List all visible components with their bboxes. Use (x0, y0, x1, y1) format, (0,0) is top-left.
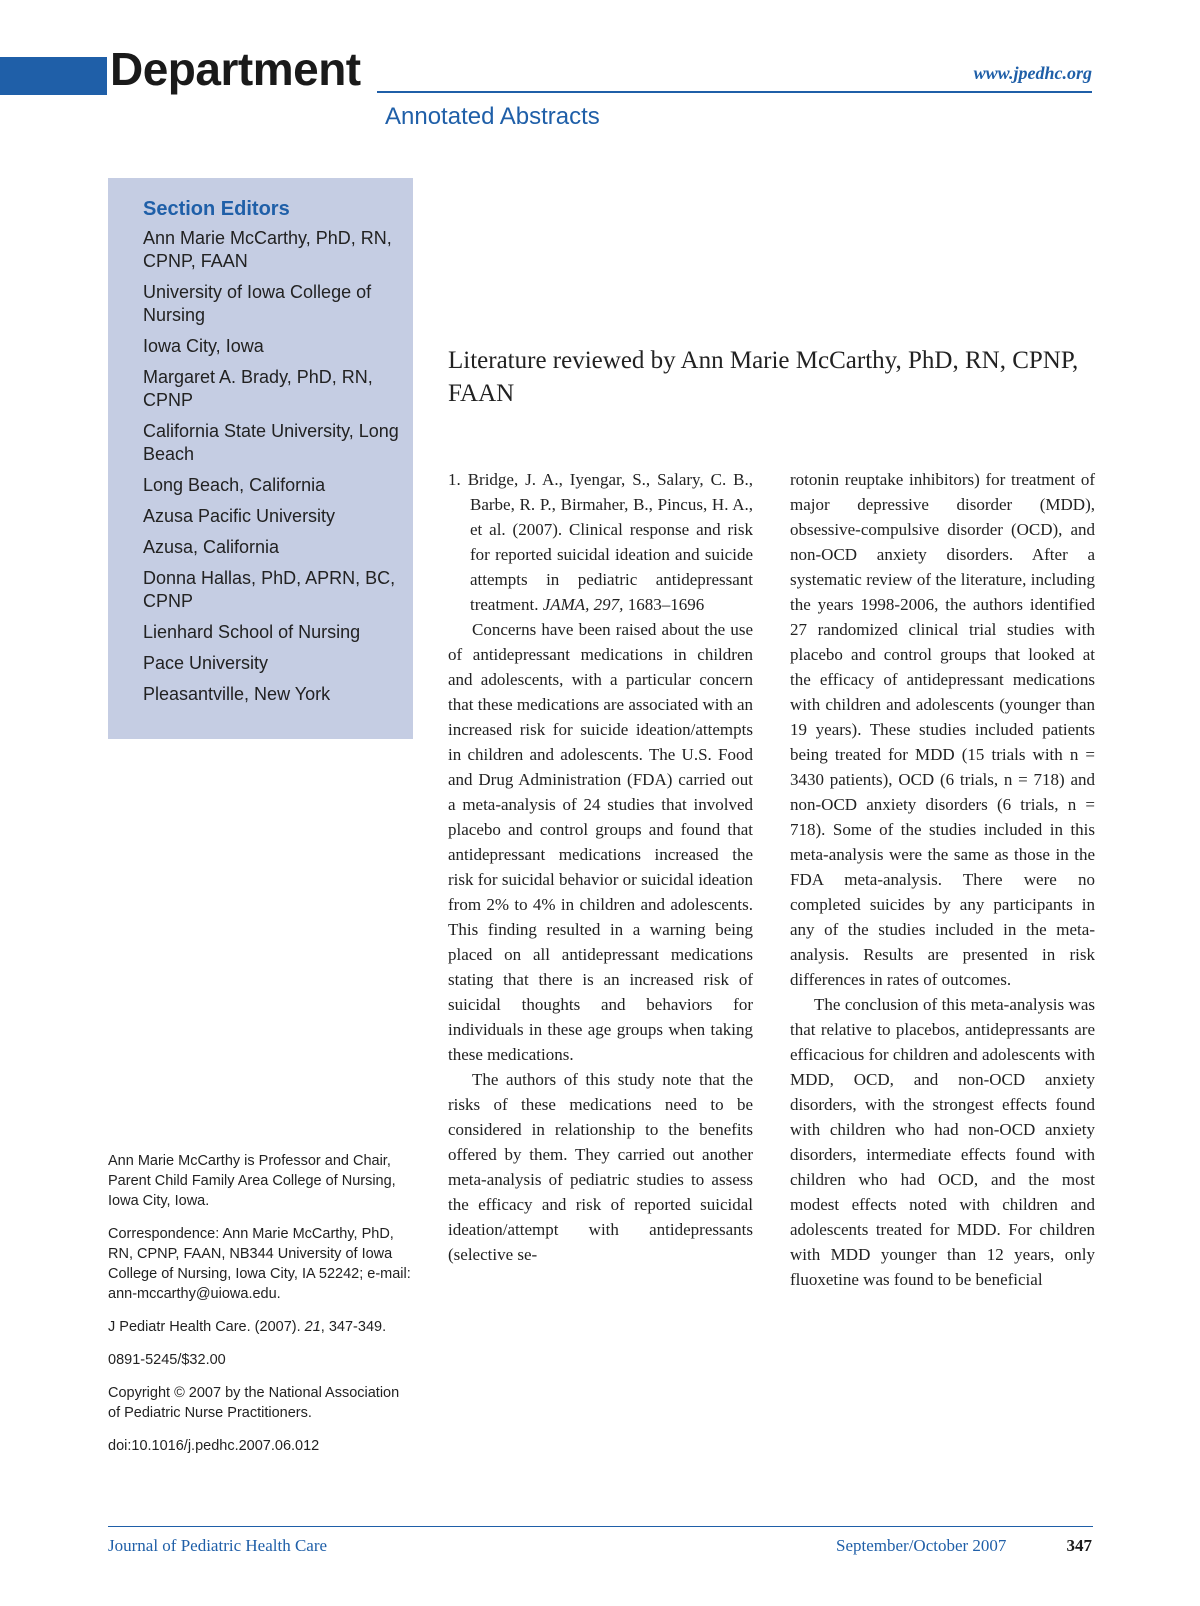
author-notes (108, 1151, 413, 1469)
section-subtitle: Annotated Abstracts (385, 103, 600, 130)
footer-issue-date: September/October 2007 (836, 1536, 1007, 1555)
article-paragraph-continued: rotonin reuptake inhibitors) for treatment of major depressive disorder (MDD), obsessive-compulsive disorder (OCD), and non-OCD anxiety disorders. After a systematic review of the literature, including the years 1998-2006, the authors identified 27 randomized clinical trial studies with placebo and control groups that looked at the efficacy of antidepressant medications with children and adolescents (younger than 19 years). These studies included patients being treated for MDD (15 trials with n = 3430 patients), OCD (6 trials, n = 718) and non-OCD anxiety disorders (6 trials, n = 718). Some of the studies included in this meta-analysis were the same as those in the FDA meta-analysis. There were no completed suicides by any participants in any of the studies included in the meta-analysis. Results are presented in risk differences in rates of outcomes. (790, 470, 1095, 989)
footer-journal-name: Journal of Pediatric Health Care (108, 1536, 328, 1555)
section-editors-heading: Section Editors (143, 198, 290, 220)
copyright: Copyright © 2007 by the National Association of Pediatric Nurse Practitioners. (108, 1385, 400, 1421)
editor-line: Pace University (143, 653, 269, 673)
editor-line: Margaret A. Brady, PhD, RN, CPNP (143, 367, 373, 410)
editor-line: Azusa, California (143, 537, 280, 557)
article-column-1 (448, 467, 753, 1267)
reference-pages: 1683–1696 (623, 595, 705, 614)
issn: 0891-5245/$32.00 (108, 1352, 226, 1368)
header-rule (377, 91, 1092, 93)
reviewed-by-heading: Literature reviewed by Ann Marie McCarthy, PhD, RN, CPNP, FAAN (448, 347, 1079, 407)
editor-line: California State University, Long Beach (143, 421, 399, 464)
page-number: 347 (1066, 1536, 1092, 1555)
citation-volume: 21 (304, 1319, 321, 1335)
article-paragraph: The conclusion of this meta-analysis was that relative to placebos, antidepressants are efficacious for children and adolescents with MDD, OCD, and non-OCD anxiety disorders, with the strongest effects found with children who had non-OCD anxiety disorders, intermediate effects found with children who had OCD, and the most modest effects noted with children and adolescents treated for MDD. For children with MDD younger than 12 years, only fluoxetine was found to be beneficial (790, 995, 1095, 1289)
editor-line: University of Iowa College of Nursing (143, 282, 372, 325)
reference-journal: JAMA, 297, (542, 595, 624, 614)
editor-line: Lienhard School of Nursing (143, 622, 361, 642)
editor-line: Pleasantville, New York (143, 684, 331, 704)
journal-url-link[interactable]: www.jpedhc.org (973, 63, 1092, 83)
footer-rule (108, 1526, 1093, 1527)
reference-text: 1. Bridge, J. A., Iyengar, S., Salary, C. B., Barbe, R. P., Birmaher, B., Pincus, H. A., et al. (2007). Clinical response and risk for reported suicidal ideation and suicide attempts in pediatric antidepressant treatment. (448, 470, 753, 614)
citation-suffix: , 347-349. (320, 1319, 387, 1335)
editor-line: Donna Hallas, PhD, APRN, BC, CPNP (143, 568, 396, 611)
editor-line: Ann Marie McCarthy, PhD, RN, CPNP, FAAN (143, 228, 392, 271)
reference-entry (448, 467, 753, 617)
section-editors-box (108, 178, 413, 739)
header-accent-bar (0, 57, 107, 95)
article-column-2 (790, 467, 1095, 1292)
editor-line: Azusa Pacific University (143, 506, 336, 526)
editor-line: Long Beach, California (143, 475, 326, 495)
citation (108, 1317, 413, 1337)
correspondence: Correspondence: Ann Marie McCarthy, PhD, RN, CPNP, FAAN, NB344 University of Iowa College of Nursing, Iowa City, IA 52242; e-mail: ann-mccarthy@uiowa.edu. (108, 1226, 411, 1302)
citation-prefix: J Pediatr Health Care. (2007). (108, 1319, 305, 1335)
department-title: Department (110, 43, 361, 95)
article-paragraph: The authors of this study note that the risks of these medications need to be considered in relationship to the benefits offered by them. They carried out another meta-analysis of pediatric studies to assess the efficacy and risk of reported suicidal ideation/attempt with antidepressants (selective se- (448, 1070, 753, 1264)
editor-line: Iowa City, Iowa (143, 336, 264, 356)
article-paragraph: Concerns have been raised about the use of antidepressant medications in children and adolescents, with a particular concern that these medications are associated with an increased risk for suicide ideation/attempts in children and adolescents. The U.S. Food and Drug Administration (FDA) carried out a meta-analysis of 24 studies that involved placebo and control groups and found that antidepressant medications increased the risk for suicidal behavior or suicidal ideation from 2% to 4% in children and adolescents. This finding resulted in a warning being placed on all antidepressant medications stating that there is an increased risk of suicidal thoughts and behaviors for individuals in these age groups when taking these medications. (448, 620, 753, 1064)
author-bio: Ann Marie McCarthy is Professor and Chair, Parent Child Family Area College of Nursing, Iowa City, Iowa. (108, 1153, 396, 1209)
doi-link[interactable]: doi:10.1016/j.pedhc.2007.06.012 (108, 1438, 320, 1454)
